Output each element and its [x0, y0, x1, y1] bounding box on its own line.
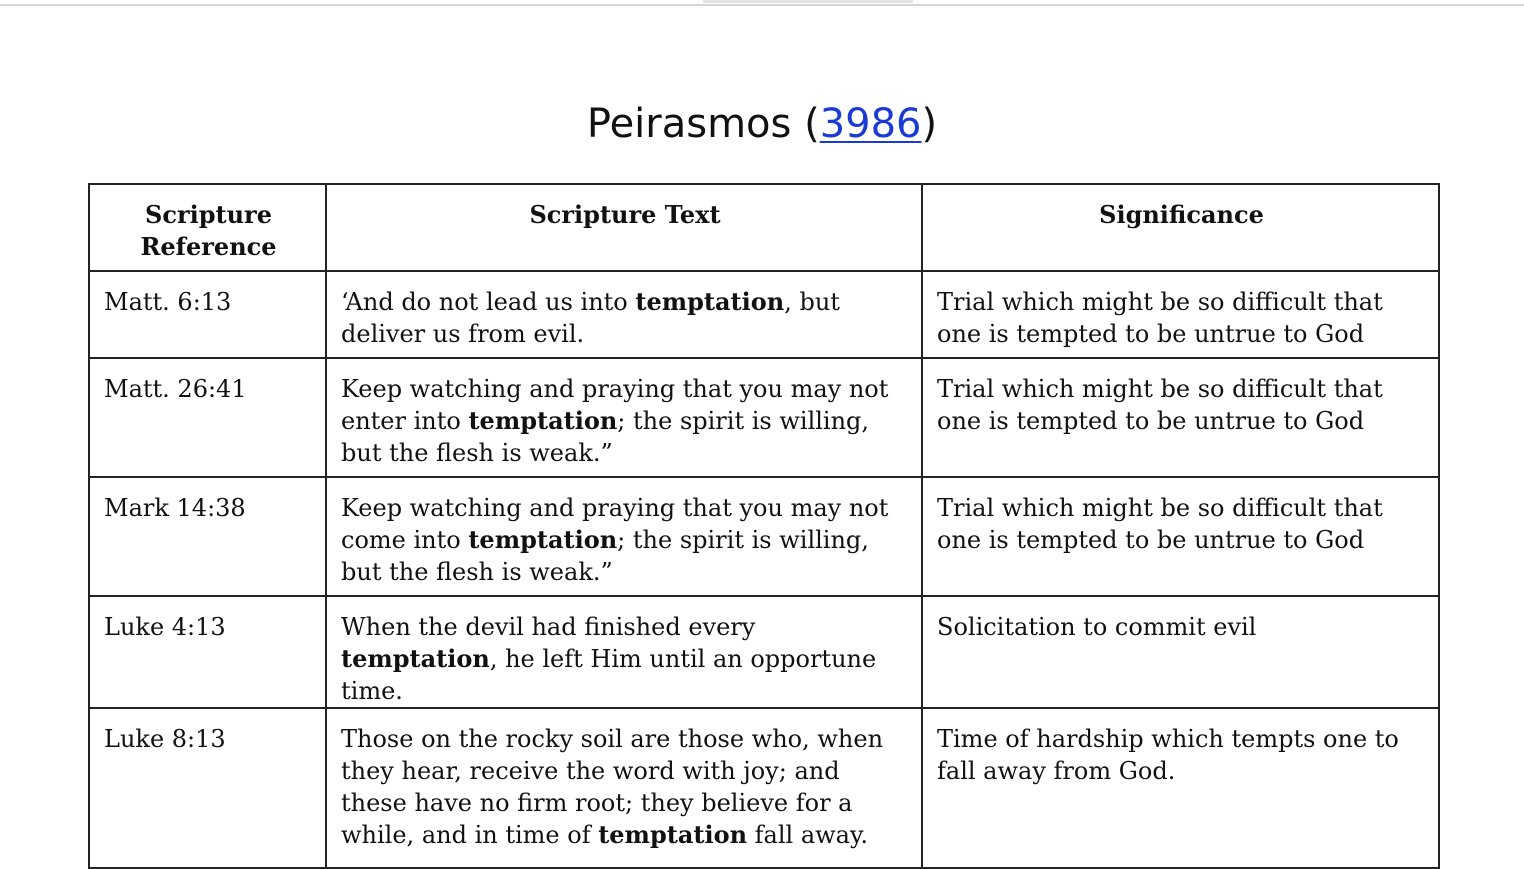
scripture-text-cell [326, 271, 922, 358]
keyword-temptation: temptation [341, 644, 490, 673]
keyword-temptation: temptation [598, 820, 748, 849]
scripture-text-cell [326, 708, 922, 868]
text-before: ‘And do not lead us into [341, 288, 636, 316]
page-title [0, 96, 1524, 152]
table-row [89, 358, 1439, 477]
significance-cell: Trial which might be so difficult that one is tempted to be untrue to God [922, 477, 1439, 596]
header-row [89, 184, 1439, 271]
text-before: Keep watching and praying that you may not enter into [341, 375, 889, 435]
text-before: Those on the rocky soil are those who, when they hear, receive the word with joy; and these have no firm root; they believe for a while, and in time of [341, 725, 884, 849]
reference-cell: Luke 8:13 [89, 708, 326, 868]
text-after: , he left Him until an opportune time. [341, 645, 877, 705]
table-row [89, 708, 1439, 868]
header-text: Scripture Text [326, 184, 922, 271]
scripture-text-cell [326, 596, 922, 708]
keyword-temptation: temptation [468, 406, 618, 435]
table-row [89, 596, 1439, 708]
title-close-paren: ) [921, 101, 938, 147]
text-after: ; the spirit is willing, but the flesh is weak.” [341, 407, 870, 467]
text-after: fall away. [747, 821, 868, 849]
title-open-paren: ( [804, 101, 820, 147]
significance-cell: Solicitation to commit evil [922, 596, 1439, 708]
reference-cell: Mark 14:38 [89, 477, 326, 596]
text-after: , but deliver us from evil. [341, 288, 840, 348]
reference-cell: Matt. 26:41 [89, 358, 326, 477]
top-ruler-tab [703, 0, 913, 3]
text-before: Keep watching and praying that you may not come into [341, 494, 889, 554]
table-row [89, 271, 1439, 358]
scripture-text-cell [326, 477, 922, 596]
strongs-number-link[interactable]: 3986 [819, 101, 922, 147]
scripture-table [88, 183, 1440, 869]
top-ruler-line [0, 4, 1524, 6]
significance-cell: Trial which might be so difficult that one is tempted to be untrue to God [922, 358, 1439, 477]
reference-cell: Luke 4:13 [89, 596, 326, 708]
significance-cell: Trial which might be so difficult that one is tempted to be untrue to God [922, 271, 1439, 358]
text-after: ; the spirit is willing, but the flesh is weak.” [341, 526, 869, 586]
scripture-text-cell [326, 358, 922, 477]
title-word: Peirasmos [586, 101, 792, 147]
keyword-temptation: temptation [635, 287, 785, 316]
text-before: When the devil had finished every [341, 613, 756, 641]
reference-cell: Matt. 6:13 [89, 271, 326, 358]
table-row [89, 477, 1439, 596]
header-significance: Significance [922, 184, 1439, 271]
header-reference: Scripture Reference [89, 184, 326, 271]
significance-cell: Time of hardship which tempts one to fall away from God. [922, 708, 1439, 868]
keyword-temptation: temptation [468, 525, 618, 554]
